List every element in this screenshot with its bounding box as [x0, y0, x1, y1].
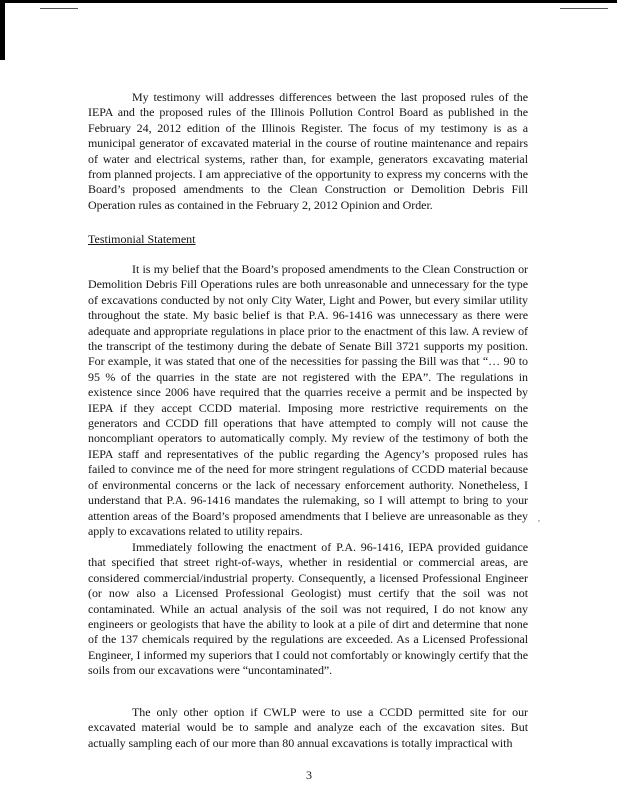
- section-heading: Testimonial Statement: [88, 232, 196, 246]
- paragraph-guidance: Immediately following the enactment of P.A. 96-1416, IEPA provided guidance that specified that street right-of-ways, whether in residential or commercial areas, are considered commercial/industrial property. Consequently, a licensed Professional Engineer (or now also a Licensed Professional Geologist) must certify that the soil was not contaminated. While an actual analysis of the soil was not required, I do not know any engineers or geologists that have the ability to look at a pile of dirt and determine that none of the 137 chemicals required by the regulations are exceeded. As a Licensed Professional Engineer, I informed my superiors that I could not comfortably or knowingly certify that the soils from our excavations were “uncontaminated”.: [88, 540, 528, 678]
- page-number: 3: [306, 768, 312, 782]
- paragraph-other-option: The only other option if CWLP were to use a CCDD permitted site for our excavated material would be to sample and analyze each of the excavation sites. But actually sampling each of our more than 80 annual excavations is totally impractical with: [88, 705, 528, 750]
- paragraph-statement: It is my belief that the Board’s proposed amendments to the Clean Construction or Demolition Debris Fill Operations rules are both unreasonable and unnecessary for the type of excavations conducted by not only City Water, Light and Power, but every similar utility throughout the state. My basic belief is that P.A. 96-1416 was unnecessary as there were adequate and appropriate regulations in place prior to the enactment of this law. A review of the transcript of the testimony during the debate of Senate Bill 3721 supports my position. For example, it was stated that one of the necessities for passing the Bill was that “… 90 to 95 % of the quarries in the state are not registered with the EPA”. The regulations in existence since 2006 have required that the quarries receive a permit and be inspected by IEPA if they accept CCDD material. Imposing more restrictive requirements on the generators and CCDD fill operations that have attempted to comply will not cause the noncompliant operators to automatically comply. My review of the testimony of both the IEPA staff and representatives of the public regarding the Agency’s proposed rules has failed to convince me of the need for more stringent regulations of CCDD material because of environmental concerns or the lack of necessary enforcement authority. Nonetheless, I understand that P.A. 96-1416 mandates the rulemaking, so I will attempt to bring to your attention areas of the Board’s proposed amendments that I believe are unreasonable as they apply to excavations related to utility repairs.: [88, 262, 528, 538]
- scan-border-left: [0, 0, 5, 60]
- paragraph-intro: My testimony will addresses differences between the last proposed rules of the IEPA and the proposed rules of the Illinois Pollution Control Board as published in the February 24, 2012 edition of the Illinois Register. The focus of my testimony is as a municipal generator of excavated material in the course of routine maintenance and repairs of water and electrical systems, rather than, for example, generators excavating material from planned projects. I am appreciative of the opportunity to express my concerns with the Board’s proposed amendments to the Clean Construction or Demolition Debris Fill Operation rules as contained in the February 2, 2012 Opinion and Order.: [88, 90, 528, 212]
- scan-dash-right: [560, 8, 608, 9]
- scan-dash-left: [40, 8, 78, 9]
- margin-mark: ,: [538, 514, 540, 523]
- scan-border-top: [0, 0, 617, 3]
